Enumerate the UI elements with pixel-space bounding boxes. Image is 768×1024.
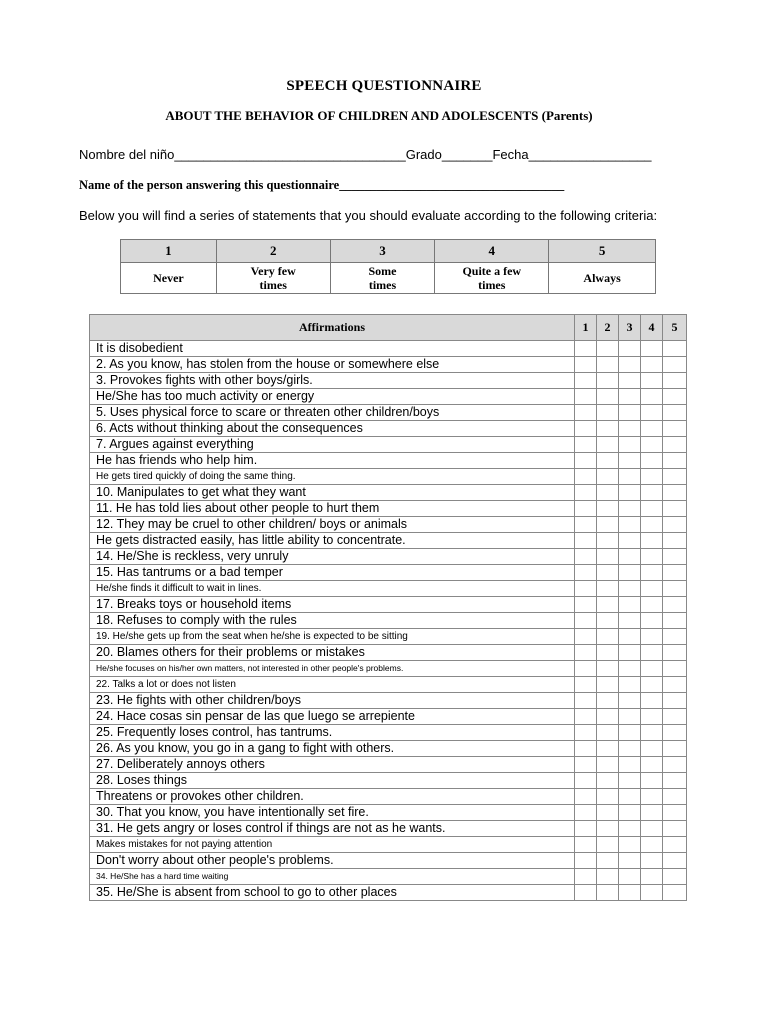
score-cell-3[interactable] [619,837,641,853]
score-cell-5[interactable] [663,517,687,533]
score-cell-3[interactable] [619,821,641,837]
score-cell-4[interactable] [641,805,663,821]
score-cell-3[interactable] [619,469,641,485]
affirmation-text: 12. They may be cruel to other children/ boys or animals [90,517,575,533]
criteria-label-text: times [368,278,397,292]
score-cell-4[interactable] [641,469,663,485]
affirmations-header-row [90,315,687,341]
score-cell-3[interactable] [619,581,641,597]
table-row [90,405,687,421]
table-row [90,757,687,773]
score-cell-2[interactable] [597,437,619,453]
score-cell-5[interactable] [663,421,687,437]
table-row [90,501,687,517]
score-cell-1[interactable] [575,645,597,661]
score-cell-4[interactable] [641,661,663,677]
criteria-label-text: Very few [250,264,296,278]
affirmation-text: 7. Argues against everything [90,437,575,453]
score-cell-4[interactable] [641,373,663,389]
criteria-label-5 [549,263,656,294]
criteria-label-row [121,263,656,294]
score-cell-1[interactable] [575,805,597,821]
score-cell-4[interactable] [641,693,663,709]
table-row [90,533,687,549]
score-cell-4[interactable] [641,613,663,629]
score-cell-2[interactable] [597,645,619,661]
score-cell-2[interactable] [597,821,619,837]
score-cell-3[interactable] [619,693,641,709]
score-cell-5[interactable] [663,709,687,725]
score-cell-2[interactable] [597,517,619,533]
score-cell-4[interactable] [641,581,663,597]
affirmation-text: 24. Hace cosas sin pensar de las que luego se arrepiente [90,709,575,725]
table-row [90,853,687,869]
affirmation-text: 11. He has told lies about other people to hurt them [90,501,575,517]
table-row [90,469,687,485]
score-column-3: 3 [619,315,641,341]
criteria-label-text: Never [153,271,184,285]
score-cell-3[interactable] [619,549,641,565]
score-cell-4[interactable] [641,549,663,565]
respondent-name-line[interactable]: Name of the person answering this questionnaire____________________________________ [79,178,565,192]
score-cell-1[interactable] [575,517,597,533]
criteria-number-4: 4 [435,240,549,263]
score-cell-5[interactable] [663,501,687,517]
affirmation-text: 27. Deliberately annoys others [90,757,575,773]
affirmation-text: 15. Has tantrums or a bad temper [90,565,575,581]
score-cell-4[interactable] [641,789,663,805]
score-cell-4[interactable] [641,453,663,469]
page-title: SPEECH QUESTIONNAIRE [286,78,482,94]
table-row [90,805,687,821]
instructions-text: Below you will find a series of statements that you should evaluate according to the following criteria: [79,208,658,223]
score-column-5: 5 [663,315,687,341]
score-cell-1[interactable] [575,469,597,485]
score-cell-4[interactable] [641,709,663,725]
criteria-label-text: Always [583,271,621,285]
score-cell-3[interactable] [619,629,641,645]
score-cell-5[interactable] [663,869,687,885]
score-cell-3[interactable] [619,677,641,693]
table-row [90,725,687,741]
score-cell-2[interactable] [597,581,619,597]
score-cell-1[interactable] [575,773,597,789]
criteria-number-3: 3 [330,240,435,263]
score-cell-1[interactable] [575,693,597,709]
score-cell-4[interactable] [641,853,663,869]
score-cell-5[interactable] [663,661,687,677]
child-info-line[interactable]: Nombre del niño________________________________Grado_______Fecha_________________ [79,147,652,162]
score-cell-3[interactable] [619,437,641,453]
score-cell-2[interactable] [597,485,619,501]
score-cell-1[interactable] [575,741,597,757]
score-cell-2[interactable] [597,629,619,645]
score-column-2: 2 [597,315,619,341]
criteria-number-2: 2 [216,240,330,263]
table-row [90,677,687,693]
score-cell-5[interactable] [663,485,687,501]
score-cell-1[interactable] [575,821,597,837]
score-cell-3[interactable] [619,373,641,389]
table-row [90,645,687,661]
score-cell-2[interactable] [597,389,619,405]
score-cell-3[interactable] [619,517,641,533]
score-cell-3[interactable] [619,885,641,901]
score-cell-3[interactable] [619,869,641,885]
score-cell-5[interactable] [663,757,687,773]
score-cell-1[interactable] [575,437,597,453]
criteria-label-text: Quite a few [462,264,522,278]
table-row [90,357,687,373]
score-cell-5[interactable] [663,837,687,853]
table-row [90,453,687,469]
criteria-number-row [121,240,656,263]
criteria-label-4 [435,263,549,294]
affirmation-text: 34. He/She has a hard time waiting [90,869,575,885]
score-cell-2[interactable] [597,709,619,725]
score-cell-5[interactable] [663,597,687,613]
score-cell-3[interactable] [619,805,641,821]
table-row [90,821,687,837]
page-subtitle: ABOUT THE BEHAVIOR OF CHILDREN AND ADOLESCENTS (Parents) [165,108,593,123]
table-row [90,565,687,581]
score-cell-5[interactable] [663,373,687,389]
score-cell-4[interactable] [641,565,663,581]
criteria-number-5: 5 [549,240,656,263]
score-cell-3[interactable] [619,757,641,773]
score-cell-1[interactable] [575,789,597,805]
score-cell-2[interactable] [597,613,619,629]
table-row [90,341,687,357]
score-cell-2[interactable] [597,677,619,693]
score-cell-2[interactable] [597,885,619,901]
rating-criteria-table [120,239,656,294]
score-cell-3[interactable] [619,853,641,869]
score-cell-5[interactable] [663,565,687,581]
score-cell-4[interactable] [641,357,663,373]
score-cell-4[interactable] [641,389,663,405]
score-cell-5[interactable] [663,405,687,421]
criteria-label-2 [216,263,330,294]
table-row [90,517,687,533]
score-cell-4[interactable] [641,869,663,885]
score-cell-5[interactable] [663,821,687,837]
score-cell-5[interactable] [663,645,687,661]
score-cell-1[interactable] [575,549,597,565]
score-cell-5[interactable] [663,357,687,373]
affirmations-body [90,341,687,901]
score-cell-4[interactable] [641,341,663,357]
score-cell-1[interactable] [575,709,597,725]
score-cell-5[interactable] [663,613,687,629]
score-cell-3[interactable] [619,725,641,741]
score-cell-5[interactable] [663,789,687,805]
table-row [90,693,687,709]
score-cell-1[interactable] [575,677,597,693]
score-cell-3[interactable] [619,421,641,437]
score-cell-5[interactable] [663,469,687,485]
table-row [90,741,687,757]
score-cell-1[interactable] [575,421,597,437]
score-cell-2[interactable] [597,565,619,581]
score-cell-2[interactable] [597,469,619,485]
score-cell-4[interactable] [641,837,663,853]
affirmation-text: He/She has too much activity or energy [90,389,575,405]
score-cell-5[interactable] [663,389,687,405]
score-cell-5[interactable] [663,549,687,565]
affirmation-text: 14. He/She is reckless, very unruly [90,549,575,565]
score-column-4: 4 [641,315,663,341]
score-cell-3[interactable] [619,389,641,405]
score-cell-3[interactable] [619,501,641,517]
score-cell-2[interactable] [597,421,619,437]
table-row [90,709,687,725]
score-cell-2[interactable] [597,773,619,789]
score-cell-2[interactable] [597,853,619,869]
table-row [90,421,687,437]
score-cell-2[interactable] [597,533,619,549]
score-cell-1[interactable] [575,405,597,421]
score-cell-1[interactable] [575,885,597,901]
table-row [90,837,687,853]
affirmation-text: He gets distracted easily, has little ability to concentrate. [90,533,575,549]
affirmation-text: He gets tired quickly of doing the same thing. [90,469,575,485]
affirmation-text: Threatens or provokes other children. [90,789,575,805]
affirmation-text: It is disobedient [90,341,575,357]
score-cell-5[interactable] [663,677,687,693]
table-row [90,789,687,805]
affirmation-text: 20. Blames others for their problems or mistakes [90,645,575,661]
score-cell-5[interactable] [663,533,687,549]
affirmation-text: He/she finds it difficult to wait in lines. [90,581,575,597]
score-cell-3[interactable] [619,661,641,677]
score-cell-1[interactable] [575,725,597,741]
score-cell-5[interactable] [663,693,687,709]
score-cell-3[interactable] [619,597,641,613]
criteria-label-text: Some [368,264,397,278]
score-cell-2[interactable] [597,741,619,757]
score-cell-3[interactable] [619,709,641,725]
affirmation-text: He has friends who help him. [90,453,575,469]
affirmations-header: Affirmations [90,315,575,341]
score-cell-1[interactable] [575,501,597,517]
score-cell-1[interactable] [575,341,597,357]
score-cell-5[interactable] [663,581,687,597]
score-cell-4[interactable] [641,885,663,901]
affirmation-text: 6. Acts without thinking about the consequences [90,421,575,437]
score-cell-2[interactable] [597,501,619,517]
score-cell-2[interactable] [597,869,619,885]
affirmation-text: 3. Provokes fights with other boys/girls. [90,373,575,389]
score-cell-4[interactable] [641,677,663,693]
score-cell-1[interactable] [575,485,597,501]
affirmation-text: 2. As you know, has stolen from the house or somewhere else [90,357,575,373]
score-cell-4[interactable] [641,757,663,773]
table-row [90,597,687,613]
score-cell-1[interactable] [575,757,597,773]
score-cell-2[interactable] [597,357,619,373]
table-row [90,581,687,597]
affirmation-text: 5. Uses physical force to scare or threaten other children/boys [90,405,575,421]
score-cell-5[interactable] [663,885,687,901]
table-row [90,549,687,565]
score-cell-1[interactable] [575,629,597,645]
score-cell-4[interactable] [641,821,663,837]
affirmation-text: 26. As you know, you go in a gang to fight with others. [90,741,575,757]
score-cell-4[interactable] [641,437,663,453]
affirmation-text: 22. Talks a lot or does not listen [90,677,575,693]
score-cell-1[interactable] [575,357,597,373]
score-cell-4[interactable] [641,517,663,533]
score-cell-2[interactable] [597,549,619,565]
score-cell-4[interactable] [641,485,663,501]
score-cell-2[interactable] [597,405,619,421]
score-cell-4[interactable] [641,645,663,661]
score-cell-2[interactable] [597,725,619,741]
table-row [90,773,687,789]
score-cell-3[interactable] [619,613,641,629]
table-row [90,629,687,645]
table-row [90,389,687,405]
score-cell-2[interactable] [597,373,619,389]
score-column-1: 1 [575,315,597,341]
score-cell-3[interactable] [619,485,641,501]
score-cell-3[interactable] [619,533,641,549]
affirmation-text: 35. He/She is absent from school to go to other places [90,885,575,901]
score-cell-3[interactable] [619,645,641,661]
score-cell-3[interactable] [619,773,641,789]
score-cell-1[interactable] [575,453,597,469]
score-cell-1[interactable] [575,837,597,853]
affirmation-text: He/she focuses on his/her own matters, not interested in other people's problems. [90,661,575,677]
affirmation-text: 19. He/she gets up from the seat when he/she is expected to be sitting [90,629,575,645]
score-cell-1[interactable] [575,613,597,629]
score-cell-5[interactable] [663,453,687,469]
score-cell-2[interactable] [597,341,619,357]
score-cell-5[interactable] [663,341,687,357]
affirmations-table [89,314,687,901]
affirmation-text: 31. He gets angry or loses control if things are not as he wants. [90,821,575,837]
affirmation-text: 25. Frequently loses control, has tantrums. [90,725,575,741]
score-cell-2[interactable] [597,597,619,613]
score-cell-3[interactable] [619,789,641,805]
score-cell-1[interactable] [575,597,597,613]
score-cell-4[interactable] [641,421,663,437]
affirmation-text: 23. He fights with other children/boys [90,693,575,709]
score-cell-4[interactable] [641,533,663,549]
score-cell-5[interactable] [663,629,687,645]
score-cell-4[interactable] [641,725,663,741]
score-cell-5[interactable] [663,773,687,789]
affirmation-text: Makes mistakes for not paying attention [90,837,575,853]
score-cell-1[interactable] [575,533,597,549]
affirmation-text: 18. Refuses to comply with the rules [90,613,575,629]
score-cell-4[interactable] [641,773,663,789]
table-row [90,869,687,885]
score-cell-1[interactable] [575,581,597,597]
table-row [90,885,687,901]
criteria-number-1: 1 [121,240,217,263]
table-row [90,373,687,389]
score-cell-2[interactable] [597,757,619,773]
score-cell-4[interactable] [641,741,663,757]
table-row [90,661,687,677]
score-cell-2[interactable] [597,693,619,709]
table-row [90,485,687,501]
score-cell-2[interactable] [597,453,619,469]
affirmation-text: 10. Manipulates to get what they want [90,485,575,501]
criteria-label-1 [121,263,217,294]
score-cell-5[interactable] [663,741,687,757]
score-cell-3[interactable] [619,453,641,469]
score-cell-1[interactable] [575,853,597,869]
score-cell-3[interactable] [619,741,641,757]
criteria-label-text: times [259,278,287,292]
score-cell-2[interactable] [597,837,619,853]
table-row [90,613,687,629]
score-cell-3[interactable] [619,565,641,581]
score-cell-3[interactable] [619,357,641,373]
score-cell-4[interactable] [641,597,663,613]
score-cell-5[interactable] [663,805,687,821]
affirmation-text: 28. Loses things [90,773,575,789]
score-cell-4[interactable] [641,629,663,645]
affirmation-text: 30. That you know, you have intentionally set fire. [90,805,575,821]
score-cell-1[interactable] [575,389,597,405]
score-cell-4[interactable] [641,501,663,517]
score-cell-3[interactable] [619,341,641,357]
score-cell-5[interactable] [663,725,687,741]
score-cell-3[interactable] [619,405,641,421]
score-cell-1[interactable] [575,661,597,677]
affirmation-text: 17. Breaks toys or household items [90,597,575,613]
score-cell-5[interactable] [663,437,687,453]
criteria-label-3 [330,263,435,294]
score-cell-1[interactable] [575,565,597,581]
criteria-label-text: times [478,278,506,292]
score-cell-1[interactable] [575,373,597,389]
score-cell-1[interactable] [575,869,597,885]
score-cell-2[interactable] [597,661,619,677]
score-cell-2[interactable] [597,789,619,805]
score-cell-4[interactable] [641,405,663,421]
score-cell-5[interactable] [663,853,687,869]
affirmation-text: Don't worry about other people's problems. [90,853,575,869]
score-cell-2[interactable] [597,805,619,821]
table-row [90,437,687,453]
